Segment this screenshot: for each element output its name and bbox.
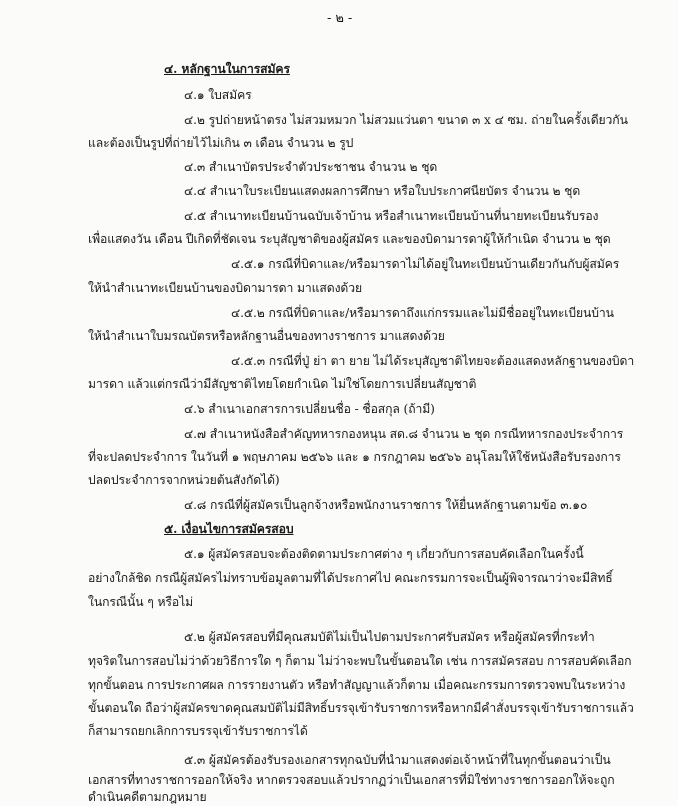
item-5-1-line-1: ๕.๑ ผู้สมัครสอบจะต้องติดตามประกาศต่าง ๆ เกี่ยวกับการสอบคัดเลือกในครั้งนี้: [184, 547, 584, 561]
item-4-1: ๔.๑ ใบสมัคร: [184, 88, 252, 102]
section-5-heading: ๕. เงื่อนไขการสมัครสอบ: [164, 522, 294, 536]
item-5-3-line-1: ๕.๓ ผู้สมัครต้องรับรองเอกสารทุกฉบับที่นำมาแสดงต่อเจ้าหน้าที่ในทุกขั้นตอนว่าเป็น: [184, 753, 611, 767]
item-5-1-line-3: ในกรณีนั้น ๆ หรือไม่: [88, 595, 194, 609]
item-4-7-cont2: ปลดประจำการจากหน่วยต้นสังกัดได้): [88, 473, 280, 487]
item-4-5-1-cont: ให้นำสำเนาทะเบียนบ้านของบิดามารดา มาแสดงด้วย: [88, 281, 363, 295]
item-5-2-line-2: ทุจริตในการสอบไม่ว่าด้วยวิธีการใด ๆ ก็ตาม ไม่ว่าจะพบในขั้นตอนใด เช่น การสมัครสอบ การสอบคัดเลือก: [88, 654, 632, 668]
item-4-5-2-cont: ให้นำสำเนาใบมรณบัตรหรือหลักฐานอื่นของทางราชการ มาแสดงด้วย: [88, 329, 445, 343]
item-4-5-3: ๔.๕.๓ กรณีที่ปู่ ย่า ตา ยาย ไม่ได้ระบุสัญชาติไทยจะต้องแสดงหลักฐานของบิดา: [231, 354, 635, 368]
item-4-2: ๔.๒ รูปถ่ายหน้าตรง ไม่สวมหมวก ไม่สวมแว่นตา ขนาด ๓ x ๔ ซม. ถ่ายในครั้งเดียวกัน: [184, 113, 628, 127]
item-4-5-cont: เพื่อแสดงวัน เดือน ปีเกิดที่ชัดเจน ระบุสัญชาติของผู้สมัคร และของบิดามารดาผู้ให้กำเนิด จำนวน ๒ ชุด: [88, 232, 611, 246]
item-5-2-line-4: ขั้นตอนใด ถือว่าผู้สมัครขาดคุณสมบัติไม่มีสิทธิ์บรรจุเข้ารับราชการหรือหากมีคำสั่งบรรจุเข้ารับราชการแล้ว: [88, 701, 634, 715]
item-4-7-cont: ที่จะปลดประจำการ ในวันที่ ๑ พฤษภาคม ๒๕๖๖ และ ๑ กรกฎาคม ๒๕๖๖ อนุโลมให้ใช้หนังสือรับรองการ: [88, 450, 621, 464]
item-4-8: ๔.๘ กรณีที่ผู้สมัครเป็นลูกจ้างหรือพนักงานราชการ ให้ยื่นหลักฐานตามข้อ ๓.๑๐: [184, 498, 588, 512]
item-5-2-line-5: ก็สามารถยกเลิกการบรรจุเข้ารับราชการได้: [88, 724, 308, 738]
item-4-5: ๔.๕ สำเนาทะเบียนบ้านฉบับเจ้าบ้าน หรือสำเนาทะเบียนบ้านที่นายทะเบียนรับรอง: [184, 209, 599, 223]
item-5-3-line-3: ดำเนินคดีตามกฎหมาย: [88, 790, 207, 804]
item-4-6: ๔.๖ สำเนาเอกสารการเปลี่ยนชื่อ - ชื่อสกุล (ถ้ามี): [184, 402, 435, 416]
item-5-2-line-1: ๕.๒ ผู้สมัครสอบที่มีคุณสมบัติไม่เป็นไปตามประกาศรับสมัคร หรือผู้สมัครที่กระทำ: [184, 630, 595, 644]
item-4-5-2: ๔.๕.๒ กรณีที่บิดาและ/หรือมารดาถึงแก่กรรมและไม่มีชื่ออยู่ในทะเบียนบ้าน: [231, 306, 614, 320]
item-4-5-3-cont: มารดา แล้วแต่กรณีว่ามีสัญชาติไทยโดยกำเนิด ไม่ใช่โดยการเปลี่ยนสัญชาติ: [88, 377, 477, 391]
item-4-2-cont: และต้องเป็นรูปที่ถ่ายไว้ไม่เกิน ๓ เดือน จำนวน ๒ รูป: [88, 136, 354, 150]
item-5-2-line-3: ทุกขั้นตอน การประกาศผล การรายงานตัว หรือทำสัญญาแล้วก็ตาม เมื่อคณะกรรมการตรวจพบในระหว่าง: [88, 678, 626, 692]
section-4-heading: ๔. หลักฐานในการสมัคร: [164, 62, 290, 76]
page-number: - ๒ -: [327, 11, 353, 26]
item-4-5-1: ๔.๕.๑ กรณีที่บิดาและ/หรือมารดาไม่ได้อยู่ในทะเบียนบ้านเดียวกันกับผู้สมัคร: [231, 257, 620, 271]
item-4-4: ๔.๔ สำเนาใบระเบียนแสดงผลการศึกษา หรือใบประกาศนียบัตร จำนวน ๒ ชุด: [184, 184, 581, 198]
item-5-1-line-2: อย่างใกล้ชิด กรณีผู้สมัครไม่ทราบข้อมูลตามที่ได้ประกาศไป คณะกรรมการจะเป็นผู้พิจารณาว่าจะมีสิทธิ์: [88, 571, 613, 585]
item-4-3: ๔.๓ สำเนาบัตรประจำตัวประชาชน จำนวน ๒ ชุด: [184, 160, 438, 174]
item-4-7: ๔.๗ สำเนาหนังสือสำคัญทหารกองหนุน สด.๘ จำนวน ๒ ชุด กรณีทหารกองประจำการ: [184, 427, 624, 441]
item-5-3-line-2: เอกสารที่ทางราชการออกให้จริง หากตรวจสอบแล้วปรากฏว่าเป็นเอกสารที่มิใช่ทางราชการออกให้จะถูก: [88, 773, 615, 787]
